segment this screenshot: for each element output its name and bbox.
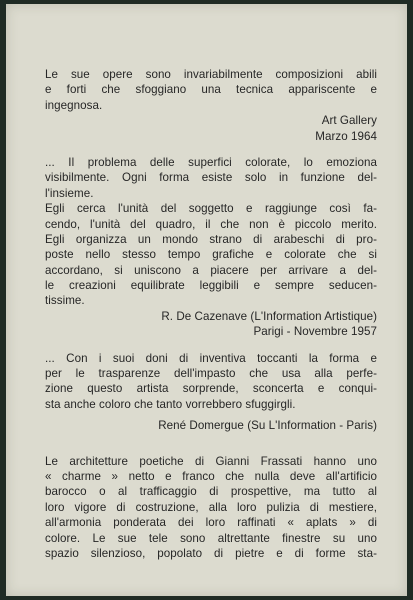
text-line: loro vigore di costruzione, alla loro pulizia di mestiere,	[45, 500, 377, 514]
text-line: le creazioni equilibrate leggibili e sempre seducen-	[45, 279, 377, 293]
attribution-source: René Domergue (Su L'Information - Paris)	[158, 419, 377, 433]
quote-domergue	[45, 351, 377, 434]
text-line: « charme » netto e franco che nulla deve all'artificio	[45, 469, 377, 483]
text-line: tissime.	[45, 294, 85, 308]
text-line: colore. Le sue tele sono altrettante finestre su uno	[45, 531, 377, 545]
text-line: spazio silenzioso, popolato di pietre e di forme sta-	[45, 546, 377, 560]
text-line: Egli cerca l'unità del soggetto e raggiunge così fa-	[45, 202, 377, 216]
text-line: sta anche coloro che tanto vorrebbero sfuggirgli.	[45, 397, 296, 411]
text-line: Egli organizza un mondo strano di arabeschi di pro-	[45, 232, 377, 246]
essay-frassati	[45, 454, 377, 562]
text-line: Le architetture poetiche di Gianni Frassati hanno uno	[45, 454, 377, 468]
attribution-source: R. De Cazenave (L'Information Artistique)	[161, 309, 377, 323]
text-line: accordano, si uniscono a piacere per arrivare a del-	[45, 263, 377, 277]
text-line: Le sue opere sono invariabilmente composizioni abili	[45, 68, 377, 81]
text-line: ... Il problema delle superfici colorate, lo emoziona	[45, 155, 377, 169]
attribution-source: Art Gallery	[321, 114, 377, 128]
text-line: e forti che sfoggiano una tecnica appariscente e	[45, 83, 377, 97]
text-line: poste nello stesso tempo grafiche e colorate che si	[45, 248, 377, 262]
text-column	[45, 67, 377, 561]
text-line: all'armonia ponderata dei loro raffinati « aplats » di	[45, 516, 377, 530]
text-line: ... Con i suoi doni di inventiva toccanti la forma e	[45, 351, 377, 365]
text-line: per le trasparenze dell'impasto che usa alla perfe-	[45, 367, 377, 381]
text-line: ingegnosa.	[45, 98, 103, 112]
text-line: cendo, l'unità del quadro, il che non è piccolo merito.	[45, 217, 377, 231]
text-line: zione questo artista sorprende, sconcerta e conqui-	[45, 382, 377, 396]
quote-art-gallery	[45, 67, 377, 144]
quote-de-cazenave	[45, 155, 377, 340]
attribution-date: Parigi - Novembre 1957	[253, 325, 377, 339]
text-line: visibilmente. Ogni forma esiste solo in funzione del-	[45, 171, 377, 185]
attribution-date: Marzo 1964	[315, 129, 377, 143]
document-page	[6, 4, 407, 596]
text-line: l'insieme.	[45, 186, 94, 200]
text-line: barocco o al trafficaggio di prospettive, ma tutto al	[45, 485, 377, 499]
